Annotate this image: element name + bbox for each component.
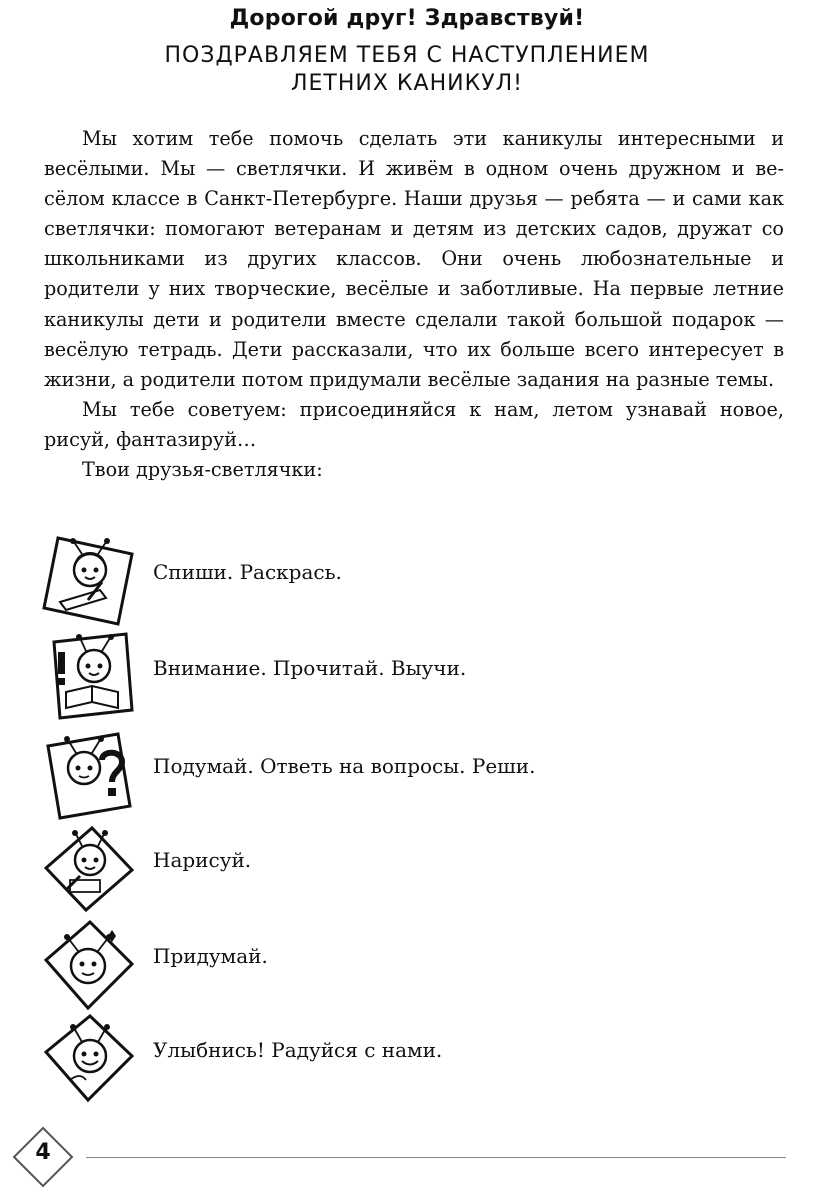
intro-paragraph-1: Мы хотим тебе помочь сделать эти каникулы интересными и весёлыми. Мы — светлячки. И живём в одном очень дружном и весёлом классе в Санкт-Петербурге. Наши друзья — ребята — и сами как светлячки: помогают ветеранам и детям из детских садов, дружат со школьниками из других классов. Они очень любознательные и родители у них творческие, весёлые и заботливые. На первые летние каникулы дети и родители вместе сделали такой большой подарок — весёлую тетрадь. Дети рассказали, что их больше всего интересует в жизни, а родители потом придумали весёлые задания на разные темы. [44, 127, 784, 391]
firefly-reading-icon [40, 628, 136, 724]
congratulations-line-2: ЛЕТНИХ КАНИКУЛ! [290, 71, 523, 96]
footer-rule [86, 1157, 786, 1158]
congratulations-heading [0, 42, 814, 98]
legend-label-imagine: Придумай. [153, 944, 268, 968]
greeting-heading: Дорогой друг! Здравствуй! [229, 6, 585, 31]
firefly-drawing-icon [40, 820, 136, 916]
legend-item-draw [40, 820, 740, 916]
legend-label-draw: Нарисуй. [153, 848, 252, 872]
legend-item-imagine [40, 916, 740, 1012]
signature-line: Твои друзья-светлячки: [82, 458, 323, 482]
firefly-thinking-icon [40, 726, 136, 822]
intro-text [44, 124, 784, 485]
legend-label-attention: Внимание. Прочитай. Выучи. [153, 656, 467, 680]
legend-label-smile: Улыбнись! Радуйся с нами. [153, 1038, 443, 1062]
legend-item-copy [40, 532, 740, 628]
legend-item-think [40, 726, 740, 822]
firefly-imagining-icon [40, 916, 136, 1012]
congratulations-line-1: ПОЗДРАВЛЯЕМ ТЕБЯ С НАСТУПЛЕНИЕМ [164, 43, 650, 68]
firefly-writing-icon [40, 532, 136, 628]
legend-item-attention [40, 628, 740, 724]
intro-paragraph-2: Мы тебе советуем: присоединяйся к нам, летом узнавай новое, рисуй, фантазируй… [44, 397, 784, 451]
legend-label-copy: Спиши. Раскрась. [153, 560, 342, 584]
legend-label-think: Подумай. Ответь на вопросы. Реши. [153, 754, 536, 778]
legend-item-smile [40, 1010, 740, 1106]
page-number: 4 [35, 1140, 51, 1165]
firefly-smiling-icon [40, 1010, 136, 1106]
